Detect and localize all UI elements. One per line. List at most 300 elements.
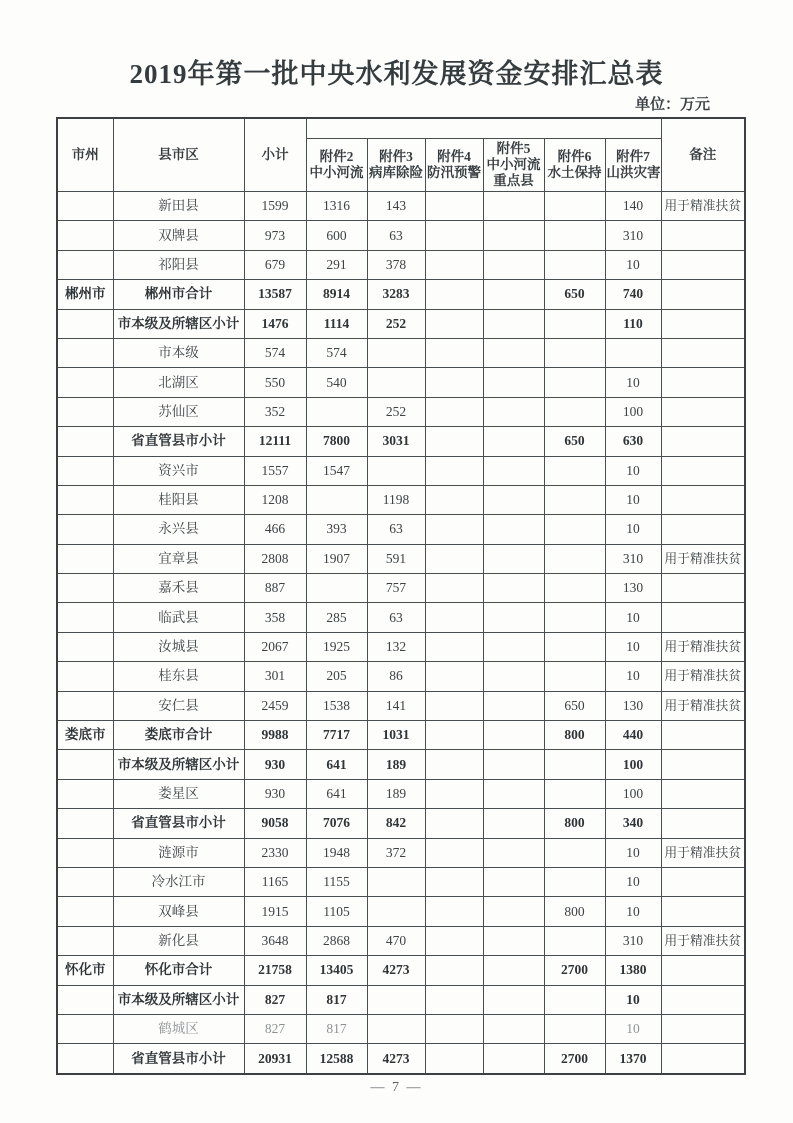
header-subtotal: 小计: [244, 118, 306, 192]
att3-cell: 3283: [367, 280, 425, 309]
table-row: [57, 662, 745, 691]
att2-cell: 574: [306, 338, 367, 367]
att3-cell: 3031: [367, 427, 425, 456]
city-cell: [57, 250, 113, 279]
subtotal-cell: 1208: [244, 485, 306, 514]
att7-cell: 10: [605, 603, 661, 632]
county-cell: 临武县: [113, 603, 244, 632]
table-row: [57, 221, 745, 250]
att4-cell: [425, 456, 483, 485]
att2-cell: [306, 574, 367, 603]
att5-cell: [483, 192, 544, 221]
county-cell: 双牌县: [113, 221, 244, 250]
city-cell: [57, 838, 113, 867]
remark-cell: [661, 338, 745, 367]
att5-cell: [483, 309, 544, 338]
remark-cell: [661, 309, 745, 338]
city-cell: 娄底市: [57, 721, 113, 750]
att3-cell: 141: [367, 691, 425, 720]
city-cell: [57, 691, 113, 720]
remark-cell: 用于精准扶贫: [661, 192, 745, 221]
header-attachments-group-blank: [306, 118, 661, 139]
att2-cell: 817: [306, 1014, 367, 1043]
att3-cell: [367, 1014, 425, 1043]
table-row: [57, 192, 745, 221]
att3-cell: 63: [367, 221, 425, 250]
city-cell: [57, 809, 113, 838]
att2-cell: 1948: [306, 838, 367, 867]
subtotal-cell: 1165: [244, 867, 306, 896]
table-row: [57, 427, 745, 456]
subtotal-cell: 1476: [244, 309, 306, 338]
att7-cell: 630: [605, 427, 661, 456]
att4-cell: [425, 192, 483, 221]
county-cell: 市本级及所辖区小计: [113, 309, 244, 338]
att7-cell: 100: [605, 397, 661, 426]
att3-cell: 189: [367, 750, 425, 779]
subtotal-cell: 827: [244, 985, 306, 1014]
att7-cell: 340: [605, 809, 661, 838]
att3-cell: 372: [367, 838, 425, 867]
remark-cell: [661, 397, 745, 426]
att3-cell: [367, 985, 425, 1014]
subtotal-cell: 3648: [244, 926, 306, 955]
att4-cell: [425, 280, 483, 309]
att7-cell: 110: [605, 309, 661, 338]
att7-cell: 10: [605, 662, 661, 691]
table-row: [57, 544, 745, 573]
remark-cell: [661, 280, 745, 309]
att2-cell: 1114: [306, 309, 367, 338]
table-row: [57, 779, 745, 808]
att7-cell: 100: [605, 779, 661, 808]
att2-cell: 7717: [306, 721, 367, 750]
subtotal-cell: 973: [244, 221, 306, 250]
att4-cell: [425, 926, 483, 955]
header-attachment-7: 附件7 山洪灾害: [605, 139, 661, 192]
att5-cell: [483, 250, 544, 279]
att5-cell: [483, 280, 544, 309]
att6-cell: [544, 926, 605, 955]
att7-cell: 740: [605, 280, 661, 309]
att2-cell: 2868: [306, 926, 367, 955]
county-cell: 嘉禾县: [113, 574, 244, 603]
city-cell: [57, 397, 113, 426]
att7-cell: 10: [605, 838, 661, 867]
subtotal-cell: 301: [244, 662, 306, 691]
city-cell: 郴州市: [57, 280, 113, 309]
att6-cell: 650: [544, 691, 605, 720]
att4-cell: [425, 603, 483, 632]
remark-cell: [661, 574, 745, 603]
att5-cell: [483, 809, 544, 838]
county-cell: 安仁县: [113, 691, 244, 720]
county-cell: 桂阳县: [113, 485, 244, 514]
att7-cell: 1370: [605, 1044, 661, 1074]
att4-cell: [425, 956, 483, 985]
att5-cell: [483, 721, 544, 750]
remark-cell: [661, 250, 745, 279]
att4-cell: [425, 397, 483, 426]
header-attachment-5: 附件5 中小河流 重点县: [483, 139, 544, 192]
city-cell: [57, 897, 113, 926]
att2-cell: 7076: [306, 809, 367, 838]
header-county: 县市区: [113, 118, 244, 192]
att7-cell: 10: [605, 485, 661, 514]
att7-cell: 310: [605, 926, 661, 955]
att5-cell: [483, 397, 544, 426]
table-row: [57, 250, 745, 279]
subtotal-cell: 1599: [244, 192, 306, 221]
att6-cell: [544, 662, 605, 691]
att2-cell: 1316: [306, 192, 367, 221]
city-cell: [57, 309, 113, 338]
att5-cell: [483, 985, 544, 1014]
att5-cell: [483, 956, 544, 985]
att5-cell: [483, 632, 544, 661]
att4-cell: [425, 867, 483, 896]
att7-cell: 100: [605, 750, 661, 779]
att4-cell: [425, 691, 483, 720]
att5-cell: [483, 603, 544, 632]
att5-cell: [483, 515, 544, 544]
att4-cell: [425, 574, 483, 603]
remark-cell: [661, 485, 745, 514]
county-cell: 怀化市合计: [113, 956, 244, 985]
att2-cell: 641: [306, 779, 367, 808]
att4-cell: [425, 838, 483, 867]
subtotal-cell: 1557: [244, 456, 306, 485]
att7-cell: 10: [605, 632, 661, 661]
att6-cell: [544, 779, 605, 808]
att6-cell: [544, 1014, 605, 1043]
att7-cell: [605, 338, 661, 367]
att4-cell: [425, 309, 483, 338]
table-row: [57, 632, 745, 661]
table-row: [57, 721, 745, 750]
remark-cell: [661, 985, 745, 1014]
county-cell: 娄星区: [113, 779, 244, 808]
att3-cell: 757: [367, 574, 425, 603]
page-title: 2019年第一批中央水利发展资金安排汇总表: [129, 59, 664, 89]
county-cell: 市本级: [113, 338, 244, 367]
att6-cell: 800: [544, 809, 605, 838]
county-cell: 北湖区: [113, 368, 244, 397]
att3-cell: 63: [367, 515, 425, 544]
table-row: [57, 867, 745, 896]
att3-cell: 591: [367, 544, 425, 573]
subtotal-cell: 827: [244, 1014, 306, 1043]
att5-cell: [483, 485, 544, 514]
remark-cell: [661, 897, 745, 926]
unit-label: 单位：万元: [634, 97, 710, 113]
att3-cell: 189: [367, 779, 425, 808]
city-cell: [57, 544, 113, 573]
att2-cell: 1538: [306, 691, 367, 720]
att4-cell: [425, 427, 483, 456]
att2-cell: 7800: [306, 427, 367, 456]
city-cell: [57, 750, 113, 779]
att7-cell: 440: [605, 721, 661, 750]
remark-cell: 用于精准扶贫: [661, 632, 745, 661]
att2-cell: 1155: [306, 867, 367, 896]
att4-cell: [425, 632, 483, 661]
city-cell: [57, 427, 113, 456]
att2-cell: 1907: [306, 544, 367, 573]
city-cell: [57, 632, 113, 661]
att6-cell: [544, 250, 605, 279]
att3-cell: 4273: [367, 956, 425, 985]
county-cell: 鹤城区: [113, 1014, 244, 1043]
att6-cell: [544, 192, 605, 221]
table-row: [57, 956, 745, 985]
att4-cell: [425, 662, 483, 691]
att7-cell: 130: [605, 691, 661, 720]
att5-cell: [483, 574, 544, 603]
att5-cell: [483, 662, 544, 691]
att2-cell: 8914: [306, 280, 367, 309]
table-row: [57, 603, 745, 632]
table-row: [57, 368, 745, 397]
page-number: — 7 —: [370, 1080, 423, 1095]
subtotal-cell: 550: [244, 368, 306, 397]
county-cell: 省直管县市小计: [113, 427, 244, 456]
city-cell: [57, 574, 113, 603]
att7-cell: 310: [605, 544, 661, 573]
att2-cell: 205: [306, 662, 367, 691]
att6-cell: [544, 397, 605, 426]
att3-cell: 143: [367, 192, 425, 221]
att2-cell: 817: [306, 985, 367, 1014]
city-cell: [57, 485, 113, 514]
att3-cell: [367, 867, 425, 896]
city-cell: [57, 456, 113, 485]
remark-cell: [661, 867, 745, 896]
remark-cell: [661, 779, 745, 808]
remark-cell: [661, 427, 745, 456]
remark-cell: [661, 603, 745, 632]
table-row: [57, 750, 745, 779]
att6-cell: [544, 985, 605, 1014]
att6-cell: [544, 456, 605, 485]
county-cell: 冷水江市: [113, 867, 244, 896]
subtotal-cell: 352: [244, 397, 306, 426]
subtotal-cell: 9058: [244, 809, 306, 838]
county-cell: 省直管县市小计: [113, 809, 244, 838]
att6-cell: [544, 867, 605, 896]
subtotal-cell: 930: [244, 779, 306, 808]
att6-cell: [544, 485, 605, 514]
att4-cell: [425, 221, 483, 250]
remark-cell: [661, 515, 745, 544]
subtotal-cell: 9988: [244, 721, 306, 750]
att4-cell: [425, 368, 483, 397]
att5-cell: [483, 779, 544, 808]
att2-cell: 1925: [306, 632, 367, 661]
table-row: [57, 1014, 745, 1043]
header-city: 市州: [57, 118, 113, 192]
att3-cell: 842: [367, 809, 425, 838]
att4-cell: [425, 985, 483, 1014]
att7-cell: 10: [605, 1014, 661, 1043]
remark-cell: [661, 956, 745, 985]
county-cell: 娄底市合计: [113, 721, 244, 750]
table-row: [57, 691, 745, 720]
att4-cell: [425, 338, 483, 367]
att4-cell: [425, 779, 483, 808]
att2-cell: 12588: [306, 1044, 367, 1074]
county-cell: 双峰县: [113, 897, 244, 926]
att3-cell: 63: [367, 603, 425, 632]
table-row: [57, 397, 745, 426]
city-cell: [57, 867, 113, 896]
city-cell: [57, 515, 113, 544]
att7-cell: 10: [605, 897, 661, 926]
subtotal-cell: 466: [244, 515, 306, 544]
att3-cell: 132: [367, 632, 425, 661]
att3-cell: [367, 338, 425, 367]
subtotal-cell: 2330: [244, 838, 306, 867]
att6-cell: 2700: [544, 956, 605, 985]
header-remark: 备注: [661, 118, 745, 192]
att5-cell: [483, 897, 544, 926]
summary-table: [56, 117, 746, 1075]
table-row: [57, 456, 745, 485]
att6-cell: [544, 632, 605, 661]
att2-cell: 393: [306, 515, 367, 544]
att3-cell: 86: [367, 662, 425, 691]
att3-cell: [367, 368, 425, 397]
county-cell: 汝城县: [113, 632, 244, 661]
table-row: [57, 809, 745, 838]
att7-cell: 1380: [605, 956, 661, 985]
table-row: [57, 485, 745, 514]
att5-cell: [483, 427, 544, 456]
att5-cell: [483, 338, 544, 367]
subtotal-cell: 679: [244, 250, 306, 279]
att3-cell: 1031: [367, 721, 425, 750]
remark-cell: [661, 750, 745, 779]
remark-cell: 用于精准扶贫: [661, 926, 745, 955]
table-row: [57, 338, 745, 367]
city-cell: [57, 368, 113, 397]
county-cell: 省直管县市小计: [113, 1044, 244, 1074]
att4-cell: [425, 485, 483, 514]
header-row-1: [57, 118, 745, 139]
subtotal-cell: 21758: [244, 956, 306, 985]
subtotal-cell: 2459: [244, 691, 306, 720]
att7-cell: 10: [605, 368, 661, 397]
city-cell: [57, 338, 113, 367]
subtotal-cell: 887: [244, 574, 306, 603]
city-cell: [57, 662, 113, 691]
city-cell: [57, 779, 113, 808]
subtotal-cell: 2067: [244, 632, 306, 661]
remark-cell: [661, 1014, 745, 1043]
remark-cell: 用于精准扶贫: [661, 838, 745, 867]
att7-cell: 10: [605, 456, 661, 485]
county-cell: 涟源市: [113, 838, 244, 867]
att2-cell: 1105: [306, 897, 367, 926]
att6-cell: 650: [544, 280, 605, 309]
county-cell: 永兴县: [113, 515, 244, 544]
att2-cell: 285: [306, 603, 367, 632]
att5-cell: [483, 926, 544, 955]
city-cell: [57, 1044, 113, 1074]
att5-cell: [483, 368, 544, 397]
att6-cell: [544, 515, 605, 544]
subtotal-cell: 358: [244, 603, 306, 632]
att6-cell: [544, 603, 605, 632]
att7-cell: 130: [605, 574, 661, 603]
att4-cell: [425, 515, 483, 544]
att6-cell: [544, 750, 605, 779]
table-row: [57, 309, 745, 338]
header-attachment-2: 附件2 中小河流: [306, 139, 367, 192]
remark-cell: 用于精准扶贫: [661, 691, 745, 720]
att6-cell: 2700: [544, 1044, 605, 1074]
att2-cell: 600: [306, 221, 367, 250]
county-cell: 桂东县: [113, 662, 244, 691]
att3-cell: 470: [367, 926, 425, 955]
city-cell: 怀化市: [57, 956, 113, 985]
att7-cell: 10: [605, 867, 661, 896]
subtotal-cell: 574: [244, 338, 306, 367]
table-row: [57, 838, 745, 867]
att3-cell: 252: [367, 397, 425, 426]
att2-cell: 291: [306, 250, 367, 279]
att4-cell: [425, 721, 483, 750]
att5-cell: [483, 867, 544, 896]
table-row: [57, 897, 745, 926]
att3-cell: 252: [367, 309, 425, 338]
county-cell: 市本级及所辖区小计: [113, 985, 244, 1014]
att2-cell: 540: [306, 368, 367, 397]
att6-cell: 800: [544, 721, 605, 750]
county-cell: 资兴市: [113, 456, 244, 485]
att5-cell: [483, 544, 544, 573]
att5-cell: [483, 456, 544, 485]
remark-cell: [661, 456, 745, 485]
remark-cell: 用于精准扶贫: [661, 544, 745, 573]
county-cell: 苏仙区: [113, 397, 244, 426]
table-row: [57, 280, 745, 309]
att2-cell: [306, 485, 367, 514]
subtotal-cell: 2808: [244, 544, 306, 573]
att3-cell: 4273: [367, 1044, 425, 1074]
city-cell: [57, 1014, 113, 1043]
att3-cell: 1198: [367, 485, 425, 514]
subtotal-cell: 20931: [244, 1044, 306, 1074]
att5-cell: [483, 691, 544, 720]
att3-cell: [367, 456, 425, 485]
table-row: [57, 1044, 745, 1074]
att6-cell: [544, 221, 605, 250]
city-cell: [57, 221, 113, 250]
att5-cell: [483, 750, 544, 779]
remark-cell: [661, 809, 745, 838]
att6-cell: [544, 838, 605, 867]
county-cell: 宜章县: [113, 544, 244, 573]
remark-cell: 用于精准扶贫: [661, 662, 745, 691]
remark-cell: [661, 368, 745, 397]
remark-cell: [661, 721, 745, 750]
att6-cell: 650: [544, 427, 605, 456]
county-cell: 新田县: [113, 192, 244, 221]
att2-cell: 13405: [306, 956, 367, 985]
city-cell: [57, 192, 113, 221]
att7-cell: 10: [605, 515, 661, 544]
